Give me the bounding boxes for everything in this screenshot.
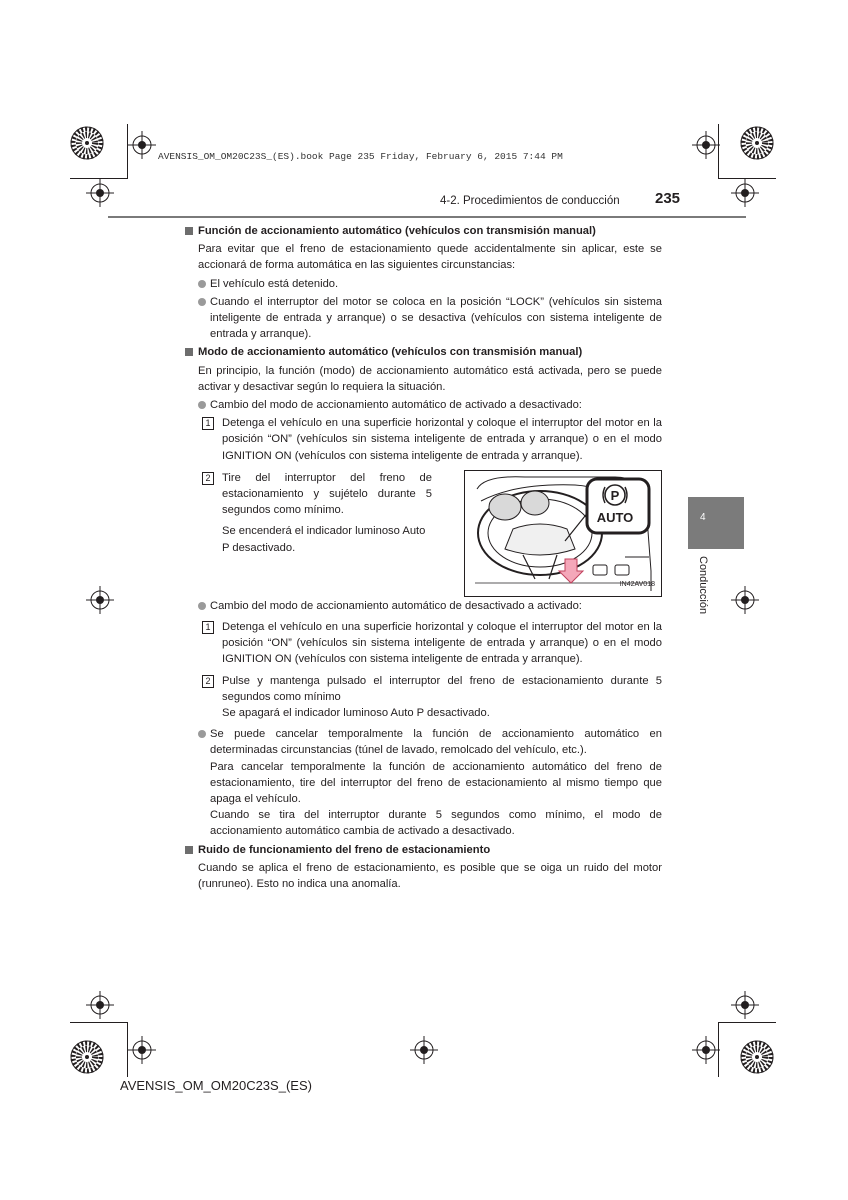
- bullet-item: Cuando el interruptor del motor se coloca en la posición “LOCK” (vehículos sin sistema inteligente de entrada y arranque) o se desactiva (vehículos con sistema inteligente de entrada y arranque).: [184, 294, 662, 343]
- print-info: AVENSIS_OM_OM20C23S_(ES).book Page 235 Friday, February 6, 2015 7:44 PM: [158, 151, 563, 162]
- page-content: [184, 223, 662, 892]
- step-number: 1: [202, 417, 214, 430]
- registration-target-icon: [128, 131, 156, 159]
- step-text: Detenga el vehículo en una superficie horizontal y coloque el interruptor del motor en la posición “ON” (vehículos sin sistema inteligente de entrada y arranque) o en el modo IGNITION ON (vehículos con sistema inteligente de entrada y arranque).: [222, 621, 662, 666]
- paragraph: En principio, la función (modo) de accionamiento automático está activada, pero se puede activar y desactivar según lo requiera la situación.: [198, 364, 662, 393]
- step-text: Detenga el vehículo en una superficie horizontal y coloque el interruptor del motor en la posición “ON” (vehículos sin sistema inteligente de entrada y arranque) o en el modo IGNITION ON (vehículos con sistema inteligente de entrada y arranque).: [222, 417, 662, 462]
- registration-target-icon: [86, 586, 114, 614]
- step-item: [184, 470, 432, 519]
- step-text: Pulse y mantenga pulsado el interruptor del freno de estacionamiento durante 5 segundos como mínimo: [222, 674, 662, 703]
- header-rule: [108, 216, 746, 218]
- footer-doc-id: AVENSIS_OM_OM20C23S_(ES): [120, 1078, 312, 1093]
- chapter-label: Conducción: [697, 556, 709, 615]
- figure-label-p: P: [610, 487, 620, 503]
- chapter-number: 4: [700, 512, 706, 523]
- step-item: [184, 673, 662, 705]
- paragraph: Cuando se aplica el freno de estacionamiento, es posible que se oiga un ruido del motor (runruneo). Esto no indica una anomalía.: [198, 861, 662, 891]
- paragraph: Cuando se tira del interruptor durante 5 segundos como mínimo, el modo de accionamiento automático cambia de activado a desactivado.: [210, 809, 662, 838]
- step-number: 1: [202, 621, 214, 634]
- section-heading: Función de accionamiento automático (vehículos con transmisión manual): [184, 223, 662, 239]
- section-heading: Ruido de funcionamiento del freno de estacionamiento: [184, 842, 662, 858]
- bullet-item: El vehículo está detenido.: [184, 276, 662, 292]
- figure-label-auto: AUTO: [596, 509, 634, 525]
- header-section-title: 4-2. Procedimientos de conducción: [440, 195, 620, 207]
- registration-target-icon: [692, 1036, 720, 1064]
- page-number: 235: [655, 190, 681, 207]
- star-target-icon: [741, 127, 773, 159]
- paragraph: Para evitar que el freno de estacionamiento quede accidentalmente sin aplicar, este se accionará de forma automática en las siguientes circunstancias:: [198, 243, 662, 272]
- star-target-icon: [71, 1041, 103, 1073]
- registration-target-icon: [731, 586, 759, 614]
- bullet-item: Cambio del modo de accionamiento automático de desactivado a activado:: [184, 598, 662, 614]
- bullet-item: Cambio del modo de accionamiento automático de activado a desactivado:: [184, 397, 662, 413]
- step-text: Tire del interruptor del freno de estacionamiento y sujételo durante 5 segundos como mínimo.: [222, 471, 432, 517]
- registration-target-icon: [86, 991, 114, 1019]
- step-note: Se encenderá el indicador luminoso Auto P desactivado.: [222, 525, 426, 554]
- step-note: Se apagará el indicador luminoso Auto P desactivado.: [222, 707, 490, 720]
- chapter-tab: [688, 497, 744, 549]
- paragraph: Para cancelar temporalmente la función de accionamiento automático del freno de estacionamiento, tire del interruptor del freno de estacionamiento al mismo tiempo que apaga el vehículo.: [210, 760, 662, 806]
- figure-caption: IN42AV018: [619, 580, 655, 588]
- step-item: [184, 415, 662, 464]
- registration-target-icon: [128, 1036, 156, 1064]
- step-number: 2: [202, 675, 214, 688]
- registration-target-icon: [692, 131, 720, 159]
- registration-target-icon: [86, 179, 114, 207]
- step-item: [184, 619, 662, 668]
- registration-target-icon: [731, 991, 759, 1019]
- bullet-item: Se puede cancelar temporalmente la función de accionamiento automático en determinadas circunstancias (túnel de lavado, remolcado del vehículo, etc.).: [184, 726, 662, 758]
- step-with-figure: [184, 470, 662, 598]
- step-number: 2: [202, 472, 214, 485]
- registration-target-icon: [410, 1036, 438, 1064]
- section-heading: Modo de accionamiento automático (vehículos con transmisión manual): [184, 344, 662, 360]
- dashboard-figure: [464, 470, 662, 597]
- registration-target-icon: [731, 179, 759, 207]
- star-target-icon: [741, 1041, 773, 1073]
- star-target-icon: [71, 127, 103, 159]
